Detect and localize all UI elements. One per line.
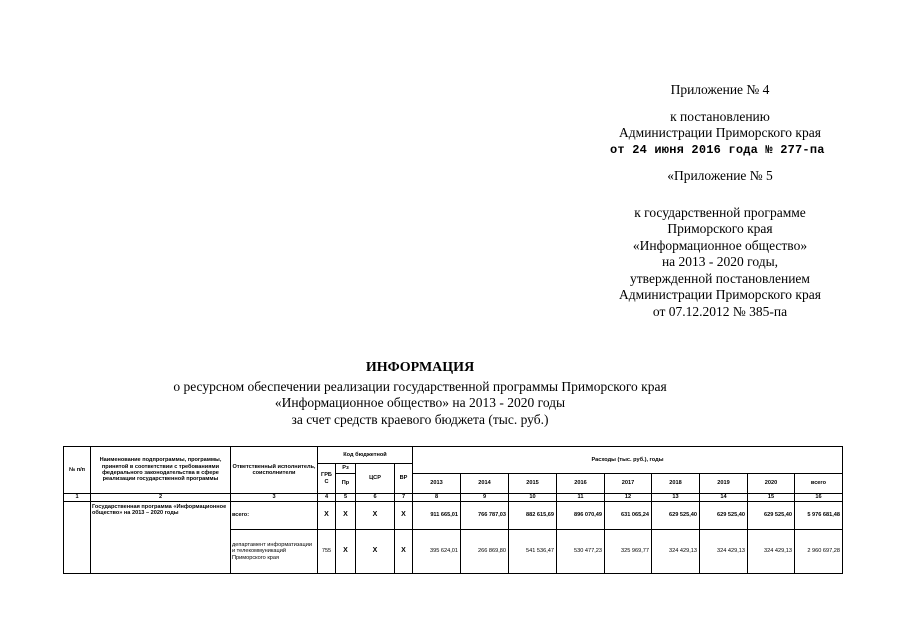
column-number: 16: [795, 494, 843, 502]
rz-pr-cell: X: [336, 530, 356, 574]
header-vr: ВР: [395, 464, 413, 494]
column-number: 13: [652, 494, 700, 502]
grbs-cell: 755: [318, 530, 336, 574]
value-cell: 766 787,03: [461, 502, 509, 530]
header-year: 2015: [509, 474, 557, 494]
value-cell: 541 536,47: [509, 530, 557, 574]
csr-cell: X: [356, 530, 395, 574]
csr-cell: X: [356, 502, 395, 530]
column-number: 1: [64, 494, 91, 502]
header-pr: Пр: [336, 474, 356, 494]
executor-cell: всего:: [231, 502, 318, 530]
vr-cell: X: [395, 530, 413, 574]
header-year: 2016: [557, 474, 605, 494]
row-num-cell: [64, 502, 91, 574]
appendix-5-line2: Приморского края: [667, 221, 773, 236]
heading-line2: «Информационное общество» на 2013 - 2020 годы: [274, 395, 566, 410]
heading-line3: за счет средств краевого бюджета (тыс. руб.): [291, 411, 549, 427]
header-year: 2018: [652, 474, 700, 494]
header-budget-code: Код бюджетной: [318, 447, 413, 464]
column-number: 5: [336, 494, 356, 502]
column-number: 2: [91, 494, 231, 502]
appendix-to-decree: к постановлению: [670, 108, 770, 124]
value-cell: 629 525,40: [748, 502, 795, 530]
column-number: 12: [605, 494, 652, 502]
column-number: 14: [700, 494, 748, 502]
document-heading: [100, 360, 740, 428]
appendix-authority: Администрации Приморского края: [619, 125, 821, 140]
value-cell: 629 525,40: [652, 502, 700, 530]
table-row: [64, 502, 843, 530]
header-total: всего: [795, 474, 843, 494]
total-cell: 5 976 681,48: [795, 502, 843, 530]
column-number: 9: [461, 494, 509, 502]
decree-date-number: от 24 июня 2016 года № 277-па: [610, 142, 825, 157]
header-csr: ЦСР: [356, 464, 395, 494]
program-name-cell: Государственная программа «Информационное общество» на 2013 – 2020 годы: [91, 502, 231, 574]
header-year: 2020: [748, 474, 795, 494]
value-cell: 395 624,01: [413, 530, 461, 574]
value-cell: 324 429,13: [700, 530, 748, 574]
header-executor: Ответственный исполнитель, соисполнители: [231, 447, 318, 494]
appendix-number: Приложение № 4: [670, 82, 770, 97]
column-number: 4: [318, 494, 336, 502]
header-year: 2019: [700, 474, 748, 494]
rz-pr-cell: X: [336, 502, 356, 530]
value-cell: 324 429,13: [748, 530, 795, 574]
value-cell: 911 665,01: [413, 502, 461, 530]
appendix-header: [560, 82, 880, 320]
column-number: 10: [509, 494, 557, 502]
value-cell: 325 969,77: [605, 530, 652, 574]
appendix-5-line5: утвержденной постановлением: [630, 270, 810, 286]
appendix-5-line3: «Информационное общество»: [632, 237, 808, 253]
value-cell: 896 070,49: [557, 502, 605, 530]
executor-cell: департамент информатизации и телекоммуникаций Приморского края: [231, 530, 318, 574]
value-cell: 631 065,24: [605, 502, 652, 530]
appendix-5-number: «Приложение № 5: [667, 168, 773, 183]
appendix-5-line1: к государственной программе: [634, 204, 806, 220]
total-cell: 2 960 697,28: [795, 530, 843, 574]
header-year: 2014: [461, 474, 509, 494]
column-number-row: [64, 494, 843, 502]
column-number: 11: [557, 494, 605, 502]
header-grbs: ГРБ С: [318, 464, 336, 494]
resource-table: [63, 446, 843, 574]
value-cell: 530 477,23: [557, 530, 605, 574]
header-num: № п/п: [64, 447, 91, 494]
document-title: ИНФОРМАЦИЯ: [365, 360, 475, 375]
column-number: 6: [356, 494, 395, 502]
appendix-5-line4: на 2013 - 2020 годы,: [661, 254, 779, 269]
column-number: 15: [748, 494, 795, 502]
vr-cell: X: [395, 502, 413, 530]
header-expenses: Расходы (тыс. руб.), годы: [413, 447, 843, 474]
value-cell: 629 525,40: [700, 502, 748, 530]
value-cell: 882 615,69: [509, 502, 557, 530]
value-cell: 324 429,13: [652, 530, 700, 574]
header-year: 2017: [605, 474, 652, 494]
appendix-5-line6: Администрации Приморского края: [619, 287, 821, 302]
grbs-cell: X: [318, 502, 336, 530]
header-rz: Рз: [336, 464, 356, 474]
column-number: 3: [231, 494, 318, 502]
column-number: 8: [413, 494, 461, 502]
heading-line1: о ресурсном обеспечении реализации государственной программы Приморского края: [173, 378, 667, 394]
header-year: 2013: [413, 474, 461, 494]
value-cell: 266 869,80: [461, 530, 509, 574]
header-program-name: Наименование подпрограммы, программы, принятой в соответствии с требованиями федерального законодательства в сфере реализации государственной программы: [91, 447, 231, 494]
column-number: 7: [395, 494, 413, 502]
appendix-5-line7: от 07.12.2012 № 385-па: [652, 303, 788, 319]
